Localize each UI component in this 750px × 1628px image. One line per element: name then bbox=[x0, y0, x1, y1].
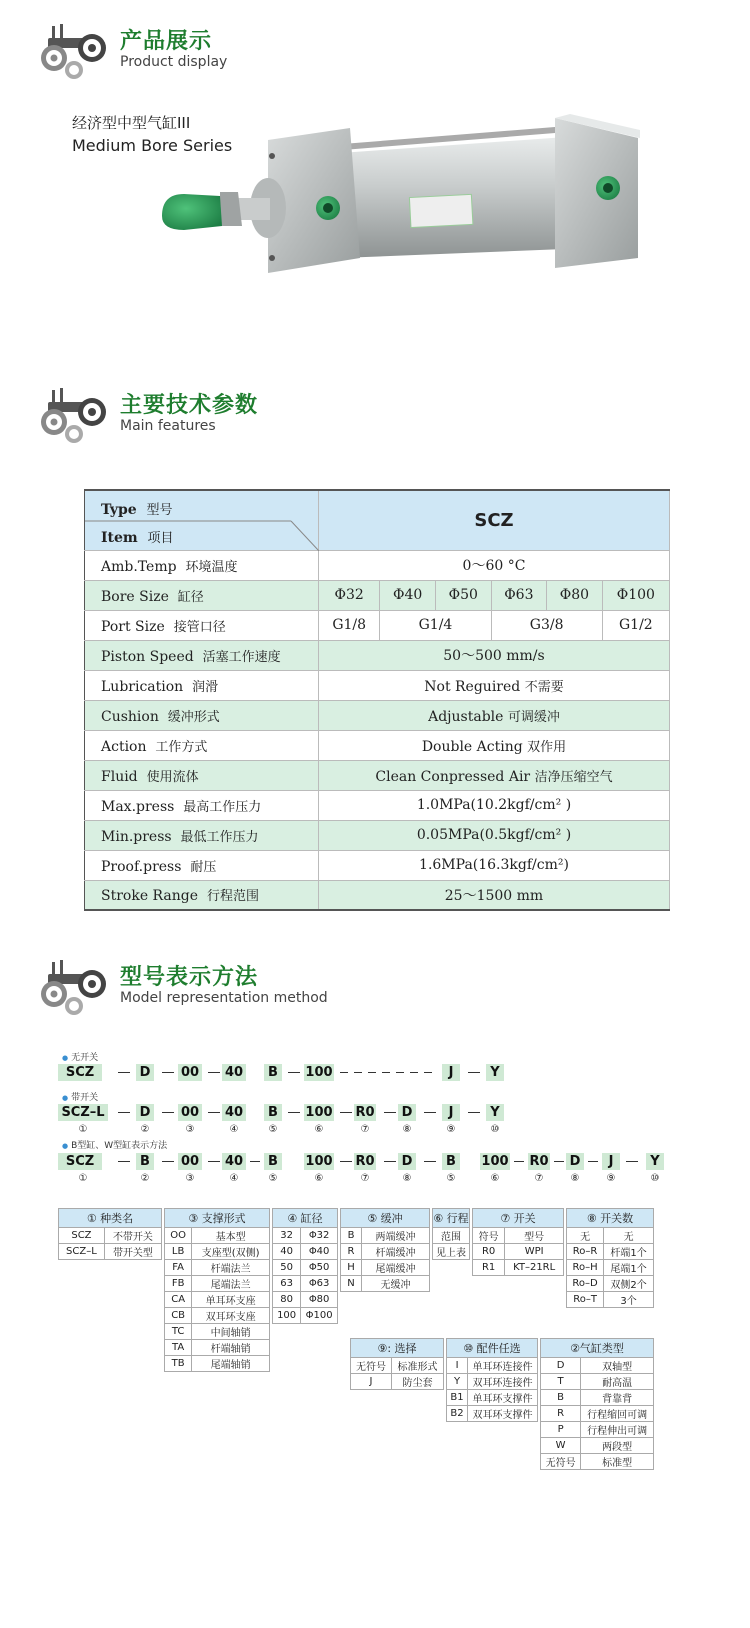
table-cell: B2 bbox=[447, 1406, 468, 1422]
table-cell: 符号 bbox=[473, 1228, 505, 1244]
table-cell: 无符号 bbox=[541, 1454, 581, 1470]
gears-icon bbox=[34, 22, 114, 82]
table-row bbox=[433, 1228, 470, 1244]
table-cell: 杆端法兰 bbox=[192, 1260, 270, 1276]
table-row bbox=[273, 1228, 338, 1244]
table-cell: Φ80 bbox=[301, 1292, 338, 1308]
table-cell: Φ40 bbox=[301, 1244, 338, 1260]
table-cell: 支座型(双侧) bbox=[192, 1244, 270, 1260]
table-row bbox=[341, 1276, 430, 1292]
table-cell: 中间轴销 bbox=[192, 1324, 270, 1340]
table-cell: D bbox=[541, 1358, 581, 1374]
table-cell: 型号 bbox=[505, 1228, 564, 1244]
table-row bbox=[273, 1244, 338, 1260]
cylinder-image bbox=[160, 108, 660, 298]
table-cell: 标准形式 bbox=[391, 1358, 443, 1374]
table-row: Min.press 最低工作压力 0.05MPa(0.5kgf/cm² ) bbox=[85, 820, 670, 850]
table-row bbox=[473, 1228, 564, 1244]
table-cell: 杆端缓冲 bbox=[362, 1244, 430, 1260]
table-row bbox=[165, 1356, 270, 1372]
table-header-cell: ⑤ 缓冲 bbox=[341, 1209, 430, 1228]
table-row bbox=[59, 1228, 162, 1244]
table-row bbox=[351, 1374, 444, 1390]
table-cell: 双侧2个 bbox=[604, 1276, 654, 1292]
table-row bbox=[541, 1454, 654, 1470]
type-label: Type 型号 bbox=[101, 502, 173, 518]
table-cell: SCZ–L bbox=[59, 1244, 105, 1260]
table-row bbox=[273, 1308, 338, 1324]
table-header-cell: ③ 支撑形式 bbox=[165, 1209, 270, 1228]
table-cell: 杆端1个 bbox=[604, 1244, 654, 1260]
table-row bbox=[541, 1374, 654, 1390]
table-cell: 40 bbox=[273, 1244, 301, 1260]
section-header-product bbox=[34, 22, 434, 82]
table-cell: 双耳环连接件 bbox=[468, 1374, 538, 1390]
table-cell: N bbox=[341, 1276, 362, 1292]
table-row bbox=[473, 1244, 564, 1260]
table-cell: WPI bbox=[505, 1244, 564, 1260]
table-cell: B1 bbox=[447, 1390, 468, 1406]
table-cell: 单耳环连接件 bbox=[468, 1358, 538, 1374]
table-header-cell: ⑦ 开关 bbox=[473, 1209, 564, 1228]
table-cell: SCZ bbox=[59, 1228, 105, 1244]
table-cell: R bbox=[341, 1244, 362, 1260]
table-row bbox=[165, 1228, 270, 1244]
table-cell: CA bbox=[165, 1292, 192, 1308]
table-row: Proof.press 耐压 1.6MPa(16.3kgf/cm²) bbox=[85, 850, 670, 880]
table-row: Stroke Range 行程范围 25～1500 mm bbox=[85, 880, 670, 910]
table-row bbox=[567, 1276, 654, 1292]
table-cell: 63 bbox=[273, 1276, 301, 1292]
table-switch-count bbox=[566, 1208, 654, 1308]
table-cell: 双耳环支撑件 bbox=[468, 1406, 538, 1422]
table-cell: 见上表 bbox=[433, 1244, 470, 1260]
product-title-cn: 经济型中型气缸III bbox=[72, 114, 191, 132]
table-cell: H bbox=[341, 1260, 362, 1276]
table-cell: Φ50 bbox=[301, 1260, 338, 1276]
table-row bbox=[447, 1390, 538, 1406]
table-row: Piston Speed 活塞工作速度 50～500 mm/s bbox=[85, 640, 670, 670]
table-type-name bbox=[58, 1208, 162, 1260]
table-row bbox=[567, 1244, 654, 1260]
table-cell: P bbox=[541, 1422, 581, 1438]
section-title-en: Product display bbox=[120, 54, 228, 70]
table-row: Bore Size 缸径 Φ32 Φ40 Φ50 Φ63 Φ80 Φ100 bbox=[85, 580, 670, 610]
table-cell: CB bbox=[165, 1308, 192, 1324]
table-header-cell: ④ 缸径 bbox=[273, 1209, 338, 1228]
section-title-cn: 产品展示 bbox=[120, 29, 213, 54]
table-cell: 尾端缓冲 bbox=[362, 1260, 430, 1276]
table-cell: FB bbox=[165, 1276, 192, 1292]
table-row bbox=[541, 1358, 654, 1374]
table-cushion bbox=[340, 1208, 430, 1292]
table-header-cell: ⑧ 开关数 bbox=[567, 1209, 654, 1228]
section-title-cn: 主要技术参数 bbox=[120, 393, 259, 418]
table-cell: 单耳环支座 bbox=[192, 1292, 270, 1308]
table-row bbox=[273, 1292, 338, 1308]
table-cell: B bbox=[541, 1390, 581, 1406]
table-cell: 无缓冲 bbox=[362, 1276, 430, 1292]
table-cell: 双轴型 bbox=[581, 1358, 654, 1374]
table-row bbox=[433, 1244, 470, 1260]
model-name-cell: SCZ bbox=[319, 490, 670, 550]
table-stroke bbox=[432, 1208, 470, 1260]
table-row: Fluid 使用流体 Clean Conpressed Air 洁净压缩空气 bbox=[85, 760, 670, 790]
table-row bbox=[447, 1374, 538, 1390]
table-row bbox=[165, 1276, 270, 1292]
table-cell: 标准型 bbox=[581, 1454, 654, 1470]
table-bore bbox=[272, 1208, 338, 1324]
section-header-model bbox=[34, 958, 434, 1018]
table-cell: TC bbox=[165, 1324, 192, 1340]
table-row bbox=[59, 1244, 162, 1260]
table-header-row bbox=[85, 490, 670, 550]
table-cell: 两段型 bbox=[581, 1438, 654, 1454]
table-cell: 带开关型 bbox=[104, 1244, 161, 1260]
table-header-cell: ⑥ 行程 bbox=[433, 1209, 470, 1228]
table-cell: FA bbox=[165, 1260, 192, 1276]
table-cell: R0 bbox=[473, 1244, 505, 1260]
table-cell: Φ100 bbox=[301, 1308, 338, 1324]
table-cell: Φ32 bbox=[301, 1228, 338, 1244]
table-row: Cushion 缓冲形式 Adjustable 可调缓冲 bbox=[85, 700, 670, 730]
table-cell: 100 bbox=[273, 1308, 301, 1324]
table-cell: 耐高温 bbox=[581, 1374, 654, 1390]
section-header-features bbox=[34, 386, 434, 446]
table-row bbox=[351, 1358, 444, 1374]
table-row bbox=[567, 1228, 654, 1244]
table-cell: R1 bbox=[473, 1260, 505, 1276]
table-row bbox=[341, 1228, 430, 1244]
table-cell: TA bbox=[165, 1340, 192, 1356]
table-row: Lubrication 润滑 Not Reguired 不需要 bbox=[85, 670, 670, 700]
table-row: Amb.Temp 环境温度 0～60 °C bbox=[85, 550, 670, 580]
table-row bbox=[567, 1292, 654, 1308]
section-title-cn: 型号表示方法 bbox=[120, 965, 259, 990]
table-row bbox=[273, 1276, 338, 1292]
table-cell: 单耳环支撑件 bbox=[468, 1390, 538, 1406]
section-title-en: Main features bbox=[120, 418, 216, 434]
table-row bbox=[165, 1244, 270, 1260]
table-cell: 32 bbox=[273, 1228, 301, 1244]
table-cell: Ro–D bbox=[567, 1276, 604, 1292]
table-cell: 无 bbox=[567, 1228, 604, 1244]
table-row bbox=[165, 1308, 270, 1324]
table-cell: J bbox=[351, 1374, 392, 1390]
note-no-switch: ● 无开关 bbox=[62, 1050, 98, 1063]
note-with-switch: ● 带开关 bbox=[62, 1090, 98, 1103]
table-cell: 无 bbox=[604, 1228, 654, 1244]
table-cell: 不带开关 bbox=[104, 1228, 161, 1244]
table-support-type bbox=[164, 1208, 270, 1372]
table-cell: LB bbox=[165, 1244, 192, 1260]
table-cell: 双耳环支座 bbox=[192, 1308, 270, 1324]
gears-icon bbox=[34, 958, 114, 1018]
table-cell: 两端缓冲 bbox=[362, 1228, 430, 1244]
table-cell: 基本型 bbox=[192, 1228, 270, 1244]
table-cell: 无符号 bbox=[351, 1358, 392, 1374]
table-cell: 尾端轴销 bbox=[192, 1356, 270, 1372]
table-row bbox=[541, 1438, 654, 1454]
gears-icon bbox=[34, 386, 114, 446]
table-row bbox=[473, 1260, 564, 1276]
table-option bbox=[350, 1338, 444, 1390]
product-title-en: Medium Bore Series bbox=[72, 136, 233, 155]
table-cell: 行程缩回可调 bbox=[581, 1406, 654, 1422]
table-cell: 80 bbox=[273, 1292, 301, 1308]
table-cylinder-type bbox=[540, 1338, 654, 1470]
table-row bbox=[447, 1406, 538, 1422]
table-cell: 背靠背 bbox=[581, 1390, 654, 1406]
table-row bbox=[165, 1324, 270, 1340]
table-cell: Y bbox=[447, 1374, 468, 1390]
table-cell: Ro–R bbox=[567, 1244, 604, 1260]
table-row bbox=[165, 1292, 270, 1308]
table-switch bbox=[472, 1208, 564, 1276]
table-header-cell: ⑨: 选择 bbox=[351, 1339, 444, 1358]
table-cell: 防尘套 bbox=[391, 1374, 443, 1390]
item-label: Item 项目 bbox=[101, 530, 174, 546]
table-row bbox=[273, 1260, 338, 1276]
features-table bbox=[84, 489, 670, 911]
table-row bbox=[165, 1260, 270, 1276]
table-cell: TB bbox=[165, 1356, 192, 1372]
table-cell: B bbox=[341, 1228, 362, 1244]
table-cell: 杆端轴销 bbox=[192, 1340, 270, 1356]
table-cell: 3个 bbox=[604, 1292, 654, 1308]
table-cell: Ro–T bbox=[567, 1292, 604, 1308]
table-row bbox=[341, 1260, 430, 1276]
table-cell: 尾端1个 bbox=[604, 1260, 654, 1276]
table-cell: 行程伸出可调 bbox=[581, 1422, 654, 1438]
table-cell: OO bbox=[165, 1228, 192, 1244]
table-accessory bbox=[446, 1338, 538, 1422]
table-cell: 50 bbox=[273, 1260, 301, 1276]
table-cell: I bbox=[447, 1358, 468, 1374]
table-row bbox=[447, 1358, 538, 1374]
table-cell: Φ63 bbox=[301, 1276, 338, 1292]
table-row bbox=[165, 1340, 270, 1356]
table-row bbox=[541, 1406, 654, 1422]
section-title-en: Model representation method bbox=[120, 990, 328, 1006]
table-row bbox=[567, 1260, 654, 1276]
table-cell: Ro–H bbox=[567, 1260, 604, 1276]
table-row: Max.press 最高工作压力 1.0MPa(10.2kgf/cm² ) bbox=[85, 790, 670, 820]
table-cell: 尾端法兰 bbox=[192, 1276, 270, 1292]
table-row bbox=[341, 1244, 430, 1260]
note-bw-type: ● B型缸、W型缸表示方法 bbox=[62, 1138, 167, 1151]
type-item-cell bbox=[85, 490, 319, 550]
table-header-cell: ⑩ 配件任选 bbox=[447, 1339, 538, 1358]
table-header-cell: ②气缸类型 bbox=[541, 1339, 654, 1358]
table-row: Port Size 接管口径 G1/8 G1/4 G3/8 G1/2 bbox=[85, 610, 670, 640]
table-row bbox=[541, 1390, 654, 1406]
table-cell: R bbox=[541, 1406, 581, 1422]
table-cell: 范围 bbox=[433, 1228, 470, 1244]
table-cell: KT–21RL bbox=[505, 1260, 564, 1276]
table-row: Action 工作方式 Double Acting 双作用 bbox=[85, 730, 670, 760]
table-header-cell: ① 种类名 bbox=[59, 1209, 162, 1228]
table-cell: T bbox=[541, 1374, 581, 1390]
table-row bbox=[541, 1422, 654, 1438]
table-cell: W bbox=[541, 1438, 581, 1454]
